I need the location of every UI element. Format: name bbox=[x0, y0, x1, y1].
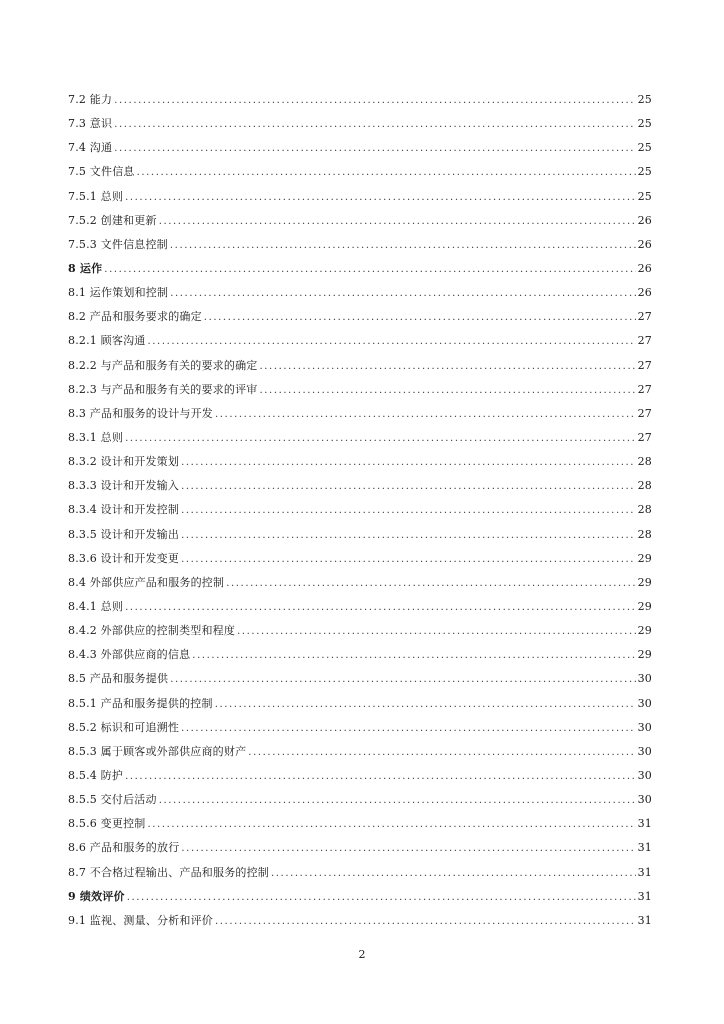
toc-entry-title: 7.2 能力 bbox=[68, 93, 113, 106]
dot-leader bbox=[181, 457, 636, 468]
toc-entry-page: 26 bbox=[637, 213, 652, 227]
toc-entry[interactable] bbox=[68, 260, 652, 284]
toc-entry-title: 8.2.2 与产品和服务有关的要求的确定 bbox=[68, 358, 258, 372]
toc-entry[interactable] bbox=[68, 670, 652, 694]
toc-entry[interactable] bbox=[68, 188, 652, 212]
dot-leader bbox=[181, 530, 636, 541]
toc-entry-title: 8.3.2 设计和开发策划 bbox=[68, 455, 180, 469]
toc-entry-page: 28 bbox=[637, 503, 652, 517]
toc-entry-page: 30 bbox=[637, 672, 652, 686]
toc-entry[interactable] bbox=[68, 767, 652, 791]
toc-entry[interactable] bbox=[68, 357, 652, 381]
dot-leader bbox=[159, 795, 636, 806]
dot-leader bbox=[192, 650, 635, 661]
toc-entry-title: 7.3 意识 bbox=[68, 117, 113, 131]
toc-entry[interactable] bbox=[68, 453, 652, 477]
toc-entry[interactable] bbox=[68, 598, 652, 622]
dot-leader bbox=[259, 361, 635, 372]
dot-leader bbox=[125, 192, 636, 203]
toc-entry-page: 28 bbox=[637, 527, 652, 541]
toc-entry-title: 8.5.2 标识和可追溯性 bbox=[68, 720, 180, 734]
toc-entry[interactable] bbox=[68, 646, 652, 670]
toc-entry-title: 8.2.1 顾客沟通 bbox=[68, 334, 146, 348]
dot-leader bbox=[271, 868, 636, 879]
dot-leader bbox=[181, 481, 636, 492]
toc-entry[interactable] bbox=[68, 139, 652, 163]
dot-leader bbox=[159, 216, 636, 227]
toc-entry-title: 8.5.1 产品和服务提供的控制 bbox=[68, 696, 213, 710]
dot-leader bbox=[215, 409, 636, 420]
toc-entry[interactable] bbox=[68, 791, 652, 815]
toc-entry[interactable] bbox=[68, 839, 652, 863]
toc-entry-title: 9 绩效评价 bbox=[68, 889, 125, 903]
toc-entry-title: 8.2 产品和服务要求的确定 bbox=[68, 310, 202, 324]
toc-entry[interactable] bbox=[68, 622, 652, 646]
toc-entry-title: 8.5.6 变更控制 bbox=[68, 817, 146, 831]
dot-leader bbox=[204, 312, 636, 323]
dot-leader bbox=[125, 771, 636, 782]
toc-entry-page: 25 bbox=[637, 189, 652, 203]
toc-entry-title: 8.2.3 与产品和服务有关的要求的评审 bbox=[68, 382, 258, 396]
dot-leader bbox=[137, 167, 636, 178]
toc-entry[interactable] bbox=[68, 405, 652, 429]
toc-entry-page: 26 bbox=[637, 286, 652, 300]
toc-entry-page: 29 bbox=[637, 551, 652, 565]
toc-entry-title: 8.5.4 防护 bbox=[68, 768, 124, 782]
toc-entry-title: 8.1 运作策划和控制 bbox=[68, 286, 169, 300]
dot-leader bbox=[248, 747, 635, 758]
dot-leader bbox=[226, 578, 635, 589]
toc-entry-page: 27 bbox=[637, 430, 652, 444]
toc-entry[interactable] bbox=[68, 888, 652, 912]
toc-entry-page: 30 bbox=[637, 768, 652, 782]
dot-leader bbox=[259, 385, 635, 396]
toc-entry-page: 28 bbox=[637, 479, 652, 493]
table-of-contents bbox=[68, 91, 652, 936]
toc-entry-title: 8.7 不合格过程输出、产品和服务的控制 bbox=[68, 865, 269, 879]
dot-leader bbox=[148, 336, 636, 347]
dot-leader bbox=[125, 602, 636, 613]
toc-entry-title: 7.5 文件信息 bbox=[68, 165, 135, 179]
toc-entry[interactable] bbox=[68, 91, 652, 115]
toc-entry-title: 8.4.3 外部供应商的信息 bbox=[68, 648, 191, 662]
toc-entry-page: 31 bbox=[637, 865, 652, 879]
toc-entry-page: 25 bbox=[637, 165, 652, 179]
toc-entry-title: 8.6 产品和服务的放行 bbox=[68, 841, 180, 855]
toc-entry-page: 25 bbox=[637, 141, 652, 155]
toc-entry[interactable] bbox=[68, 574, 652, 598]
dot-leader bbox=[170, 288, 635, 299]
toc-entry-page: 29 bbox=[637, 648, 652, 662]
toc-entry[interactable] bbox=[68, 308, 652, 332]
toc-entry-title: 8.3.1 总则 bbox=[68, 430, 124, 444]
toc-entry[interactable] bbox=[68, 381, 652, 405]
toc-entry[interactable] bbox=[68, 115, 652, 139]
page-number: 2 bbox=[358, 948, 366, 961]
toc-entry[interactable] bbox=[68, 550, 652, 574]
toc-entry[interactable] bbox=[68, 332, 652, 356]
toc-entry-title: 8 运作 bbox=[68, 261, 103, 275]
toc-entry[interactable] bbox=[68, 719, 652, 743]
toc-entry-title: 8.5.5 交付后活动 bbox=[68, 793, 157, 807]
dot-leader bbox=[237, 626, 636, 637]
toc-entry[interactable] bbox=[68, 429, 652, 453]
toc-entry-page: 27 bbox=[637, 334, 652, 348]
toc-entry-title: 7.4 沟通 bbox=[68, 141, 113, 155]
toc-entry-page: 26 bbox=[637, 237, 652, 251]
toc-entry-page: 31 bbox=[637, 889, 652, 903]
toc-entry-title: 8.5.3 属于顾客或外部供应商的财产 bbox=[68, 744, 247, 758]
toc-entry-page: 30 bbox=[637, 720, 652, 734]
toc-entry[interactable] bbox=[68, 695, 652, 719]
toc-entry-title: 8.3.6 设计和开发变更 bbox=[68, 551, 180, 565]
toc-entry-title: 9.1 监视、测量、分析和评价 bbox=[68, 913, 213, 927]
toc-entry-title: 7.5.2 创建和更新 bbox=[68, 213, 157, 227]
toc-entry-title: 8.4.2 外部供应的控制类型和程度 bbox=[68, 624, 236, 638]
dot-leader bbox=[181, 505, 636, 516]
toc-entry[interactable] bbox=[68, 477, 652, 501]
toc-entry-page: 30 bbox=[637, 744, 652, 758]
toc-entry[interactable] bbox=[68, 815, 652, 839]
toc-entry-page: 27 bbox=[637, 406, 652, 420]
toc-entry-title: 8.3.3 设计和开发输入 bbox=[68, 479, 180, 493]
toc-entry[interactable] bbox=[68, 526, 652, 550]
toc-entry-page: 28 bbox=[637, 455, 652, 469]
dot-leader bbox=[181, 554, 636, 565]
dot-leader bbox=[148, 819, 636, 830]
toc-entry-page: 27 bbox=[637, 358, 652, 372]
dot-leader bbox=[215, 699, 636, 710]
toc-entry-page: 29 bbox=[637, 599, 652, 613]
toc-entry[interactable] bbox=[68, 912, 652, 936]
dot-leader bbox=[170, 240, 636, 251]
dot-leader bbox=[114, 119, 635, 130]
toc-entry-page: 25 bbox=[637, 93, 652, 106]
dot-leader bbox=[181, 843, 635, 854]
toc-entry-title: 8.5 产品和服务提供 bbox=[68, 672, 169, 686]
toc-entry-page: 31 bbox=[637, 817, 652, 831]
toc-entry-page: 31 bbox=[637, 841, 652, 855]
toc-entry-title: 8.3.5 设计和开发输出 bbox=[68, 527, 180, 541]
dot-leader bbox=[215, 916, 636, 927]
toc-entry[interactable] bbox=[68, 864, 652, 888]
dot-leader bbox=[104, 264, 635, 275]
toc-entry-page: 30 bbox=[637, 793, 652, 807]
toc-entry-title: 8.4.1 总则 bbox=[68, 599, 124, 613]
toc-entry-title: 8.4 外部供应产品和服务的控制 bbox=[68, 575, 225, 589]
toc-entry-title: 7.5.3 文件信息控制 bbox=[68, 237, 168, 251]
toc-entry[interactable] bbox=[68, 743, 652, 767]
toc-entry[interactable] bbox=[68, 501, 652, 525]
dot-leader bbox=[170, 674, 635, 685]
toc-entry-title: 7.5.1 总则 bbox=[68, 189, 124, 203]
dot-leader bbox=[114, 143, 635, 154]
toc-entry-page: 27 bbox=[637, 382, 652, 396]
toc-entry-page: 25 bbox=[637, 117, 652, 131]
toc-entry-page: 29 bbox=[637, 575, 652, 589]
toc-entry-page: 26 bbox=[637, 261, 652, 275]
toc-entry[interactable] bbox=[68, 163, 652, 187]
toc-entry[interactable] bbox=[68, 212, 652, 236]
toc-entry-page: 30 bbox=[637, 696, 652, 710]
dot-leader bbox=[181, 723, 636, 734]
toc-entry[interactable] bbox=[68, 284, 652, 308]
dot-leader bbox=[114, 95, 635, 106]
toc-entry-page: 27 bbox=[637, 310, 652, 324]
toc-entry[interactable] bbox=[68, 236, 652, 260]
dot-leader bbox=[127, 892, 636, 903]
toc-entry-page: 29 bbox=[637, 624, 652, 638]
toc-entry-page: 31 bbox=[637, 913, 652, 927]
dot-leader bbox=[125, 433, 636, 444]
toc-entry-title: 8.3.4 设计和开发控制 bbox=[68, 503, 180, 517]
toc-entry-title: 8.3 产品和服务的设计与开发 bbox=[68, 406, 213, 420]
